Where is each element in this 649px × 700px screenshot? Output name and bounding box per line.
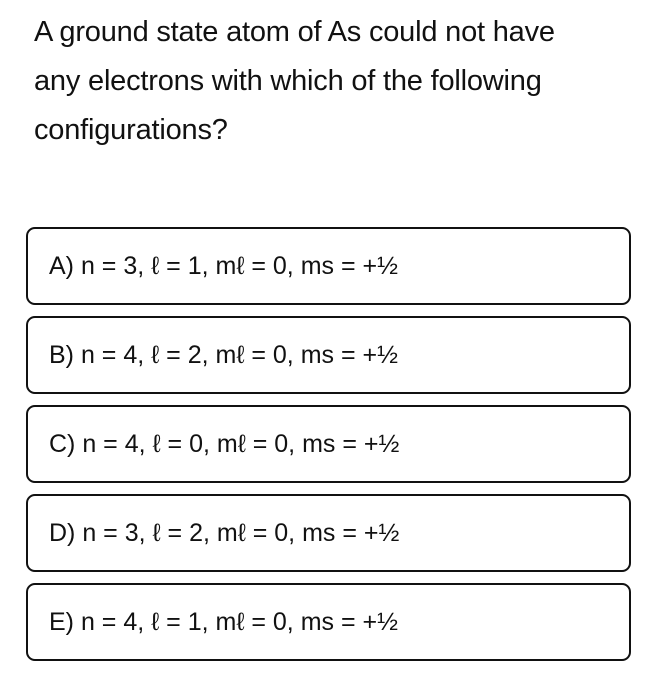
option-a-label: A) n = 3, ℓ = 1, mℓ = 0, ms = +½ xyxy=(49,251,398,280)
option-c-label: C) n = 4, ℓ = 0, mℓ = 0, ms = +½ xyxy=(49,429,400,458)
option-a-button[interactable] xyxy=(26,227,631,305)
option-c-button[interactable] xyxy=(26,405,631,483)
option-b-label: B) n = 4, ℓ = 2, mℓ = 0, ms = +½ xyxy=(49,340,398,369)
option-e-button[interactable] xyxy=(26,583,631,661)
question-line-1: A ground state atom of As could not have xyxy=(34,16,555,48)
answer-options xyxy=(26,227,631,672)
option-d-button[interactable] xyxy=(26,494,631,572)
option-d-label: D) n = 3, ℓ = 2, mℓ = 0, ms = +½ xyxy=(49,518,400,547)
question-line-3: configurations? xyxy=(34,114,228,146)
question-line-2: any electrons with which of the following xyxy=(34,65,542,97)
option-e-label: E) n = 4, ℓ = 1, mℓ = 0, ms = +½ xyxy=(49,607,398,636)
question-text xyxy=(34,8,634,155)
option-b-button[interactable] xyxy=(26,316,631,394)
